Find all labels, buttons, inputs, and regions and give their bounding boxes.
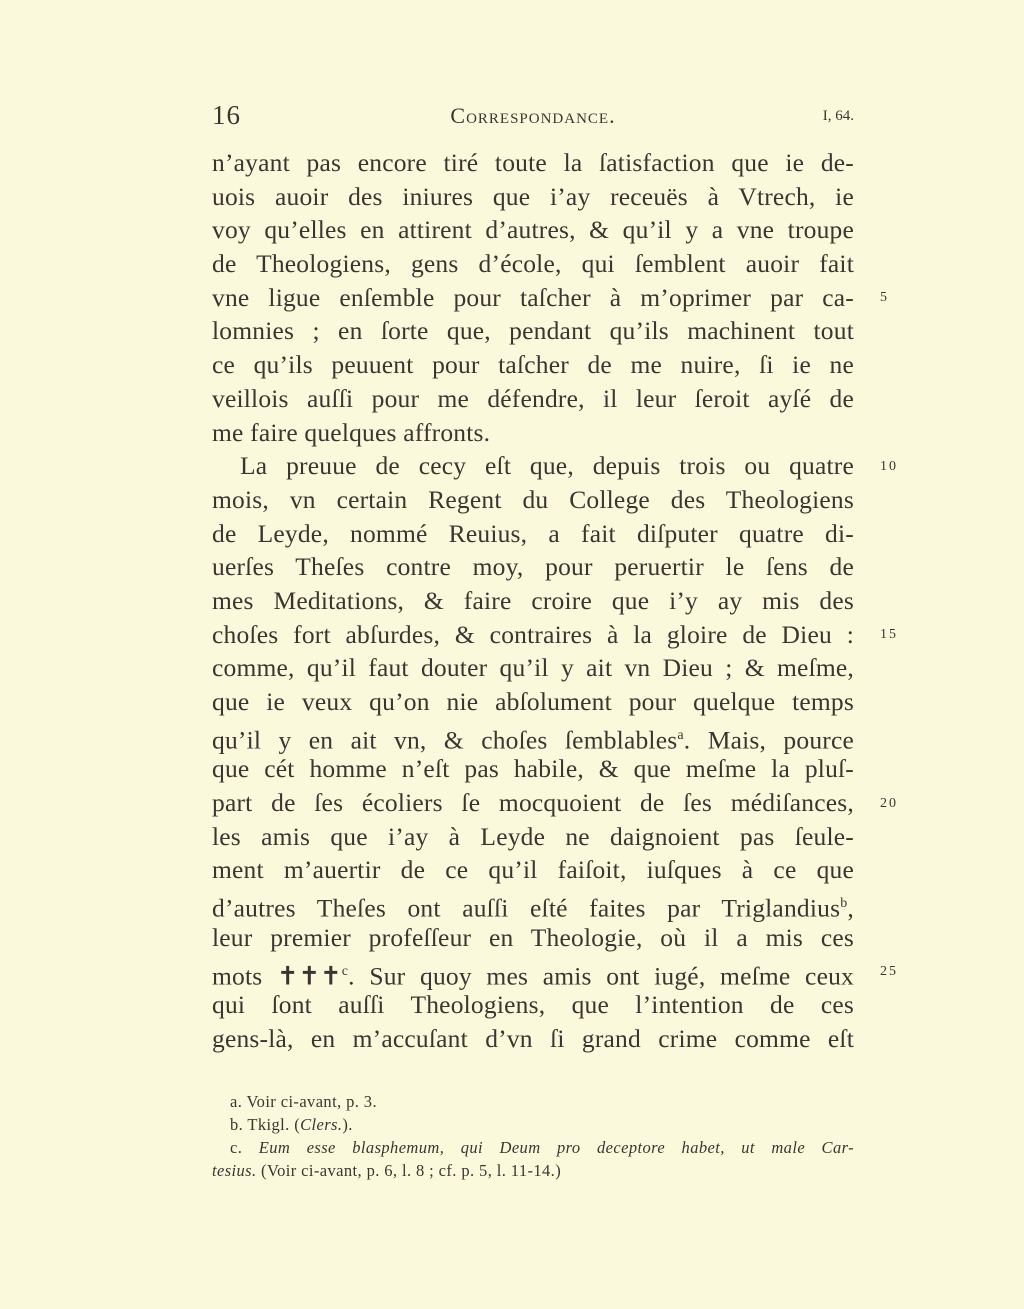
text-line: La preuue de cecy eſt que, depuis trois ou quatre: [240, 451, 854, 481]
footnote-text: ).: [342, 1115, 353, 1134]
volume-reference: I, 64.: [822, 108, 854, 124]
line-number: 20: [880, 796, 898, 811]
text-line: me faire quelques affronts.: [212, 417, 491, 447]
footnote-mark: c.: [230, 1138, 243, 1157]
main-text: [212, 146, 854, 1056]
text-line: uerſes Theſes contre moy, pour peruertir le ſens de: [212, 552, 854, 582]
text-line: les amis que i’ay à Leyde ne daignoient pas ſeule-: [212, 821, 854, 851]
text-line: n’ayant pas encore tiré toute la ſatisfaction que ie de-: [212, 148, 854, 177]
footnote-italic: Eum esse blasphemum, qui Deum pro deceptore habet, ut male Car-: [258, 1138, 854, 1157]
footnote-italic: tesius.: [212, 1161, 257, 1180]
line-text: qu’il y en ait vn, & choſes ſemblables: [212, 725, 678, 755]
text-line: voy qu’elles en attirent d’autres, & qu’il y a vne troupe: [212, 215, 854, 245]
line-text: . Mais, pource: [683, 725, 855, 755]
text-line: mes Meditations, & faire croire que i’y ay mis des: [212, 585, 854, 615]
footnote-c-cont: [212, 1159, 854, 1182]
text-line: que cét homme n’eſt pas habile, & que meſme la pluſ-: [212, 754, 854, 784]
line-number: 10: [880, 459, 898, 474]
footnote-c: [212, 1136, 854, 1159]
line-number: 15: [880, 627, 898, 642]
text-line: de Leyde, nommé Reuius, a fait diſputer quatre di-: [212, 518, 854, 548]
text-line: veillois auſſi pour me défendre, il leur ſeroit ayſé de: [212, 383, 854, 413]
footnote-ref-a: a: [677, 727, 684, 743]
footnotes: [212, 1090, 854, 1182]
text-line: ment m’auertir de ce qu’il faiſoit, iuſques à ce que: [212, 855, 854, 885]
page-number: 16: [212, 100, 241, 130]
text-line: comme, qu’il faut douter qu’il y ait vn Dieu ; & meſme,: [212, 653, 854, 683]
line-text: d’autres Theſes ont auſſi eſté faites par Triglandius: [212, 893, 841, 923]
text-line: leur premier profeſſeur en Theologie, où il a mis ces: [212, 922, 854, 952]
text-line: que ie veux qu’on nie abſolument pour quelque temps: [212, 687, 854, 716]
footnote-text: (Voir ci-avant, p. 6, l. 8 ; cf. p. 5, l. 11-14.): [261, 1161, 562, 1180]
text-line: qui ſont auſſi Theologiens, que l’intention de ces: [212, 990, 854, 1020]
footnote-italic: Clers.: [300, 1115, 343, 1134]
footnote-ref-b: b: [840, 896, 848, 912]
text-line: de Theologiens, gens d’école, qui ſemblent auoir fait: [212, 249, 854, 279]
line-number: 5: [880, 290, 889, 305]
text-line: mois, vn certain Regent du College des Theologiens: [212, 484, 854, 514]
line-text: ,: [847, 893, 854, 923]
text-line: [212, 887, 854, 921]
text-line: ce qu’ils peuuent pour taſcher de me nuire, ſi ie ne: [212, 350, 854, 380]
footnote-text: b. Tkigl. (: [230, 1115, 301, 1134]
line-text: mots ✝✝✝: [212, 961, 342, 990]
page-header: [212, 100, 854, 134]
text-line: uois auoir des iniures que i’ay receuës à Vtrech, ie: [212, 181, 854, 211]
text-line: choſes fort abſurdes, & contraires à la gloire de Dieu :: [212, 619, 854, 649]
text-line: [212, 955, 854, 989]
footnote-a: a. Voir ci-avant, p. 3.: [230, 1092, 377, 1111]
text-line: part de ſes écoliers ſe mocquoient de ſes médiſances,: [212, 788, 854, 818]
text-line: [212, 719, 854, 753]
line-number: 25: [880, 964, 898, 979]
text-line: gens-là, en m’accuſant d’vn ſi grand crime comme eſt: [212, 1023, 854, 1053]
footnote-ref-c: c: [341, 963, 349, 979]
text-line: lomnies ; en ſorte que, pendant qu’ils machinent tout: [212, 316, 854, 346]
running-title: Correspondance.: [450, 103, 616, 128]
footnote-b: [212, 1113, 854, 1136]
text-line: vne ligue enſemble pour taſcher à m’oprimer par ca-: [212, 282, 854, 312]
line-text: . Sur quoy mes amis ont iugé, meſme ceux: [348, 961, 854, 990]
